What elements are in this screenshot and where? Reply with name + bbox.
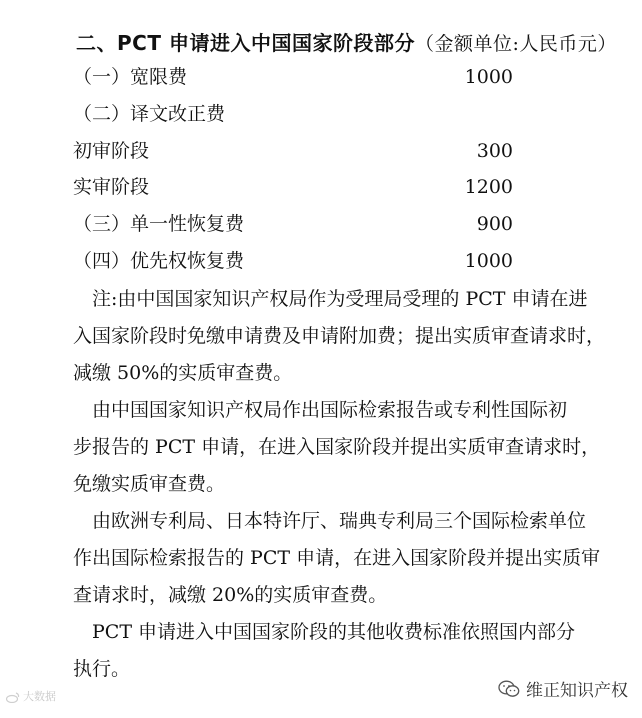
paragraph-line: 步报告的 PCT 申请，在进入国家阶段并提出实质审查请求时， — [73, 436, 601, 458]
heading-title: 二、PCT 申请进入中国国家阶段部分 — [76, 31, 415, 55]
note-paragraph-1 — [73, 281, 606, 392]
watermark-text: 大数据 — [23, 690, 56, 703]
note-paragraph-3 — [73, 503, 601, 614]
fee-row-substantive — [73, 172, 513, 202]
paragraph-line: 免缴实质审查费。 — [73, 473, 226, 495]
fee-amount: 300 — [476, 140, 513, 162]
paragraph-line: 执行。 — [73, 658, 131, 680]
paragraph-line: 注:由中国国家知识产权局作为受理局受理的 PCT 申请在进 — [73, 288, 588, 310]
account-badge[interactable] — [498, 676, 628, 701]
weibo-icon — [6, 692, 20, 703]
fee-label: 实审阶段 — [73, 176, 150, 198]
paragraph-line: 由欧洲专利局、日本特许厅、瑞典专利局三个国际检索单位 — [73, 510, 587, 532]
fee-label: （四）优先权恢复费 — [73, 250, 245, 272]
watermark — [6, 688, 56, 704]
fee-row-priority-restoration — [73, 246, 513, 276]
wechat-icon — [498, 680, 520, 698]
paragraph-line: PCT 申请进入中国国家阶段的其他收费标准依照国内部分 — [73, 621, 576, 643]
paragraph-line: 作出国际检索报告的 PCT 申请，在进入国家阶段并提出实质审 — [73, 547, 601, 569]
fee-label: （三）单一性恢复费 — [73, 213, 245, 235]
fee-amount: 1000 — [464, 66, 513, 88]
note-paragraph-2 — [73, 392, 601, 503]
account-name: 维正知识产权 — [526, 681, 628, 701]
paragraph-line: 查请求时，减缴 20%的实质审查费。 — [73, 584, 388, 606]
fee-row-translation-correction — [73, 99, 513, 129]
fee-label: 初审阶段 — [73, 140, 150, 162]
section-heading — [76, 27, 617, 56]
fee-row-unity-restoration — [73, 209, 513, 239]
fee-amount: 1000 — [464, 250, 513, 272]
fee-label: （一）宽限费 — [73, 66, 188, 88]
heading-unit-note: （金额单位:人民币元） — [414, 33, 617, 55]
paragraph-line: 入国家阶段时免缴申请费及申请附加费；提出实质审查请求时， — [73, 325, 606, 347]
paragraph-line: 减缴 50%的实质审查费。 — [73, 362, 293, 384]
fee-row-preliminary — [73, 136, 513, 166]
fee-row-grace — [73, 62, 513, 92]
fee-amount: 900 — [476, 213, 513, 235]
fee-label: （二）译文改正费 — [73, 103, 226, 125]
fee-amount: 1200 — [464, 176, 513, 198]
paragraph-line: 由中国国家知识产权局作出国际检索报告或专利性国际初 — [73, 399, 568, 421]
